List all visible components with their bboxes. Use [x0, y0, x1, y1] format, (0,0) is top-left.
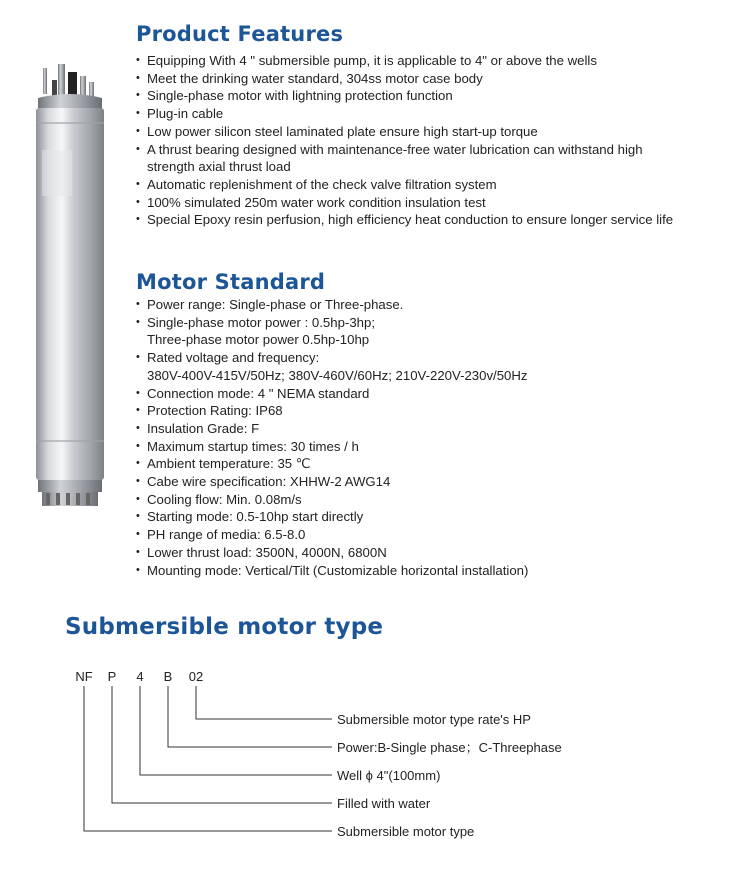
code-4: 4: [136, 669, 144, 684]
standard-item: • Single-phase motor power : 0.5hp-3hp; Three-phase motor power 0.5hp-10hp: [136, 314, 736, 349]
standard-item: • Mounting mode: Vertical/Tilt (Customizable horizontal installation): [136, 562, 736, 580]
standard-item: • Ambient temperature: 35 ℃: [136, 455, 736, 473]
standard-item: • Power range: Single-phase or Three-phase.: [136, 296, 736, 314]
code-p: P: [107, 669, 117, 684]
type-code-diagram: [0, 660, 750, 840]
feature-item: • Special Epoxy resin perfusion, high efficiency heat conduction to ensure longer service life: [136, 211, 736, 229]
feature-item: • 100% simulated 250m water work condition insulation test: [136, 194, 736, 212]
standard-item: • Rated voltage and frequency: 380V-400V-415V/50Hz; 380V-460V/60Hz; 210V-220V-230v/50Hz: [136, 349, 736, 384]
standard-item: • Cooling flow: Min. 0.08m/s: [136, 491, 736, 509]
standard-item: • Starting mode: 0.5-10hp start directly: [136, 508, 736, 526]
motor-standard-list: [136, 296, 736, 579]
code-nf: NF: [75, 669, 93, 684]
motor-type-title: Submersible motor type: [65, 614, 384, 640]
feature-item: • Low power silicon steel laminated plate ensure high start-up torque: [136, 123, 736, 141]
desc-filled-water: Filled with water: [337, 796, 431, 811]
desc-well: Well ϕ 4"(100mm): [337, 768, 441, 783]
standard-item: • Insulation Grade: F: [136, 420, 736, 438]
feature-item: • Equipping With 4 " submersible pump, it is applicable to 4" or above the wells: [136, 52, 736, 70]
feature-item: • Single-phase motor with lightning protection function: [136, 87, 736, 105]
desc-motor-type: Submersible motor type: [337, 824, 475, 839]
feature-item: • A thrust bearing designed with maintenance-free water lubrication can withstand high strength axial thrust load: [136, 141, 736, 176]
motor-product-image: [26, 62, 114, 512]
product-features-title: Product Features: [136, 22, 344, 46]
feature-item: • Meet the drinking water standard, 304ss motor case body: [136, 70, 736, 88]
desc-rate-hp: Submersible motor type rate's HP: [337, 712, 531, 727]
standard-item: • Lower thrust load: 3500N, 4000N, 6800N: [136, 544, 736, 562]
standard-item: • Protection Rating: IP68: [136, 402, 736, 420]
feature-item: • Plug-in cable: [136, 105, 736, 123]
feature-item: • Automatic replenishment of the check valve filtration system: [136, 176, 736, 194]
code-02: 02: [188, 669, 204, 684]
product-features-list: [136, 52, 736, 229]
standard-item: • PH range of media: 6.5-8.0: [136, 526, 736, 544]
code-b: B: [163, 669, 173, 684]
desc-power: Power:B-Single phase；C-Threephase: [337, 740, 562, 755]
standard-item: • Maximum startup times: 30 times / h: [136, 438, 736, 456]
standard-item: • Cabe wire specification: XHHW-2 AWG14: [136, 473, 736, 491]
standard-item: • Connection mode: 4 " NEMA standard: [136, 385, 736, 403]
motor-standard-title: Motor Standard: [136, 270, 326, 294]
